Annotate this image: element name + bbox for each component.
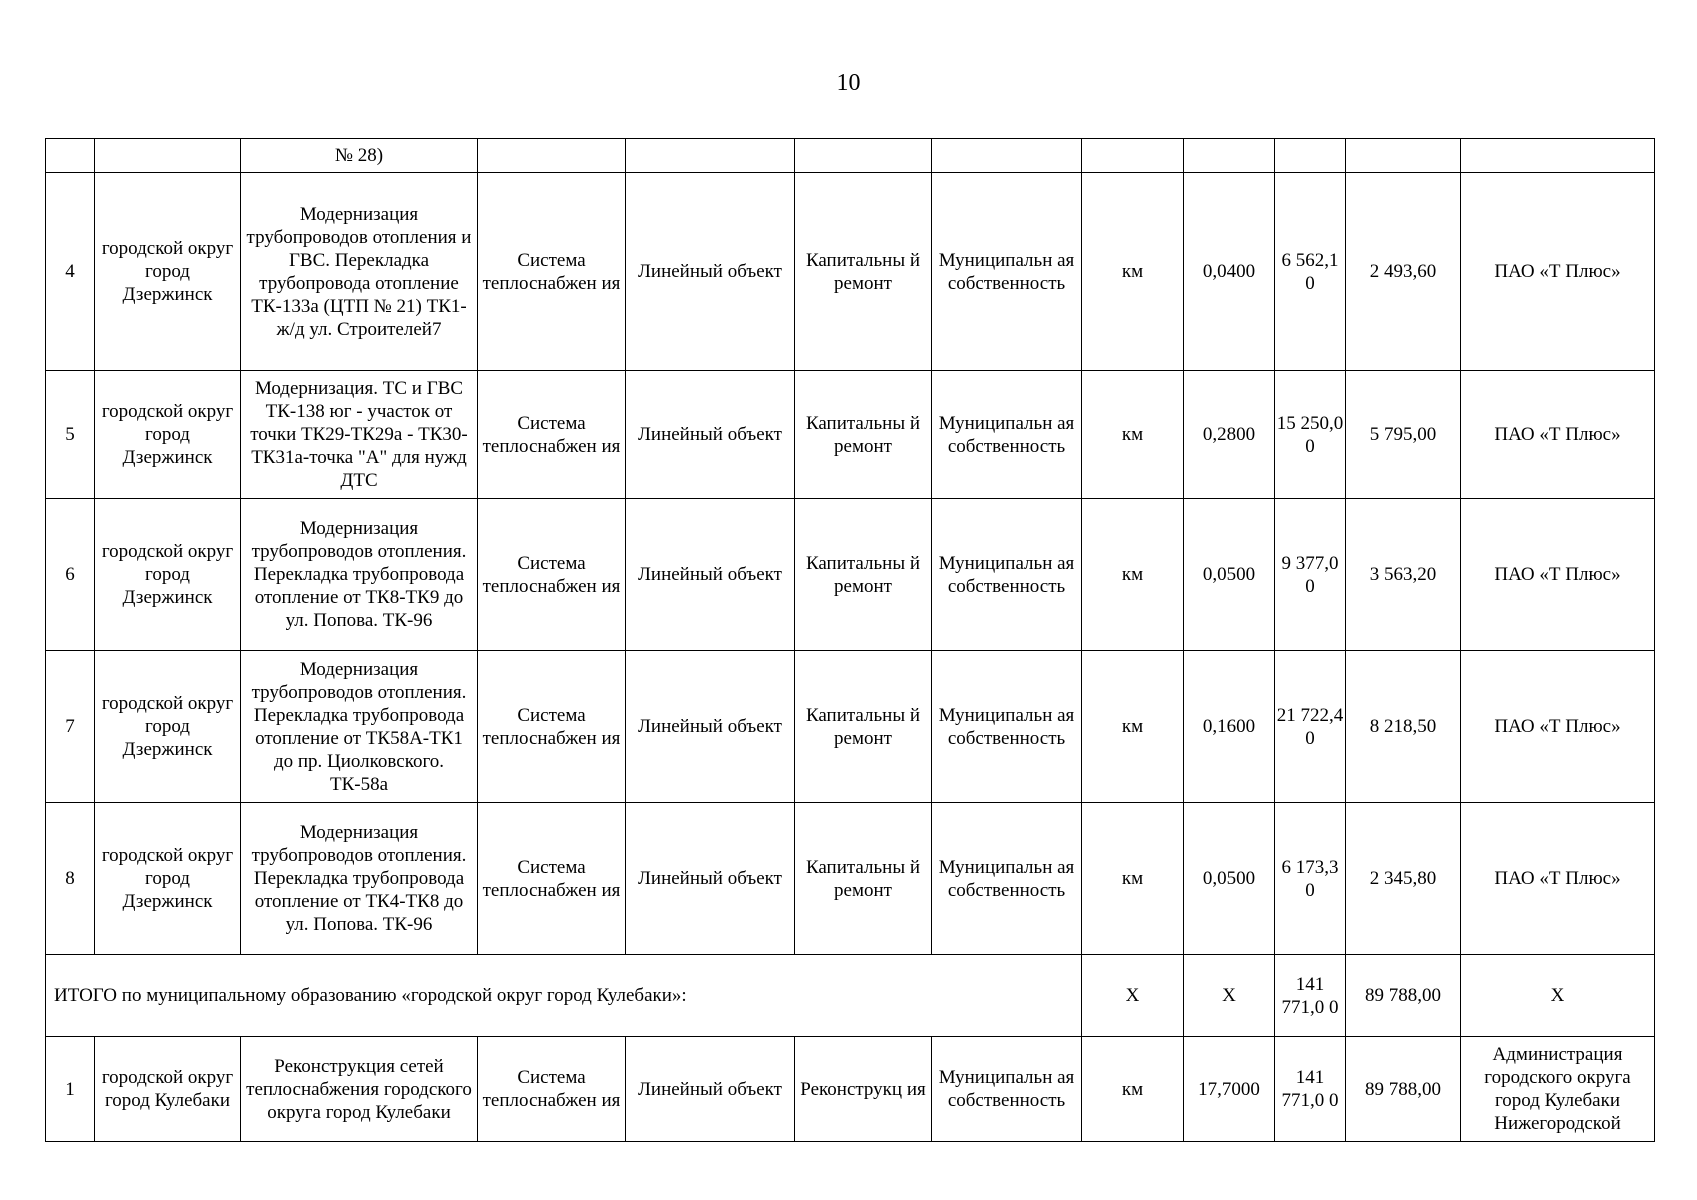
cell-name: Реконструкция сетей теплоснабжения городского округа город Кулебаки [241, 1037, 478, 1142]
cell-unit: км [1082, 1037, 1184, 1142]
cell-length: 17,7000 [1184, 1037, 1275, 1142]
cell-cost-year: 2 493,60 [1346, 173, 1461, 371]
cell-no: 6 [46, 499, 95, 651]
table-row [46, 1037, 1655, 1142]
cell-length: 0,2800 [1184, 371, 1275, 499]
total-row [46, 955, 1655, 1037]
table-row [46, 651, 1655, 803]
cell-cost-year: 5 795,00 [1346, 371, 1461, 499]
cell-unit: км [1082, 803, 1184, 955]
cell-ownership: Муниципальн ая собственность [932, 499, 1082, 651]
cell-system: Система теплоснабжен ия [478, 651, 626, 803]
cell-object-type: Линейный объект [626, 651, 795, 803]
cell-unit: км [1082, 173, 1184, 371]
cell-cost-total: 6 562,1 0 [1275, 173, 1346, 371]
cell-length: 0,0400 [1184, 173, 1275, 371]
cell-name: Модернизация трубопроводов отопления. Перекладка трубопровода отопление от ТК4-ТК8 до ул. Попова. ТК-96 [241, 803, 478, 955]
cell-system: Система теплоснабжен ия [478, 803, 626, 955]
table-row [46, 499, 1655, 651]
cell-executor: ПАО «Т Плюс» [1461, 173, 1655, 371]
cell-system: Система теплоснабжен ия [478, 499, 626, 651]
cell-name: Модернизация. ТС и ГВС ТК-138 юг - участок от точки ТК29-ТК29а - ТК30-ТК31а-точка "А" для нужд ДТС [241, 371, 478, 499]
cell-executor: Х [1461, 955, 1655, 1037]
cell-executor: ПАО «Т Плюс» [1461, 371, 1655, 499]
cell-length: 0,1600 [1184, 651, 1275, 803]
cell-length: Х [1184, 955, 1275, 1037]
cell-length: 0,0500 [1184, 803, 1275, 955]
table-row-continued [46, 139, 1655, 173]
cell-name: № 28) [241, 139, 478, 173]
cell-unit: км [1082, 371, 1184, 499]
cell-cost-total: 141 771,0 0 [1275, 1037, 1346, 1142]
cell-ownership: Муниципальн ая собственность [932, 803, 1082, 955]
cell-executor: ПАО «Т Плюс» [1461, 499, 1655, 651]
table-row [46, 371, 1655, 499]
cell-work-type: Реконструкц ия [795, 1037, 932, 1142]
cell-cost-year: 89 788,00 [1346, 1037, 1461, 1142]
cell-no: 4 [46, 173, 95, 371]
cell-executor: Администрация городского округа город Кулебаки Нижегородской [1461, 1037, 1655, 1142]
investment-table [45, 138, 1655, 1142]
cell-cost-year: 89 788,00 [1346, 955, 1461, 1037]
cell-cost-total: 6 173,3 0 [1275, 803, 1346, 955]
cell-unit: км [1082, 651, 1184, 803]
cell-no: 8 [46, 803, 95, 955]
cell-work-type: Капитальны й ремонт [795, 371, 932, 499]
cell-object-type: Линейный объект [626, 803, 795, 955]
cell-cost-total: 15 250,0 0 [1275, 371, 1346, 499]
cell-object-type: Линейный объект [626, 499, 795, 651]
cell-cost-year: 2 345,80 [1346, 803, 1461, 955]
cell-executor: ПАО «Т Плюс» [1461, 651, 1655, 803]
cell-ownership: Муниципальн ая собственность [932, 371, 1082, 499]
cell-length: 0,0500 [1184, 499, 1275, 651]
table-row [46, 803, 1655, 955]
cell-municipality: городской округ город Дзержинск [95, 371, 241, 499]
cell-ownership: Муниципальн ая собственность [932, 651, 1082, 803]
cell-cost-total: 9 377,0 0 [1275, 499, 1346, 651]
cell-unit: Х [1082, 955, 1184, 1037]
cell-cost-total: 141 771,0 0 [1275, 955, 1346, 1037]
cell-municipality: городской округ город Дзержинск [95, 173, 241, 371]
cell-ownership: Муниципальн ая собственность [932, 173, 1082, 371]
cell-no: 5 [46, 371, 95, 499]
cell-work-type: Капитальны й ремонт [795, 499, 932, 651]
cell-system: Система теплоснабжен ия [478, 371, 626, 499]
cell-no: 7 [46, 651, 95, 803]
cell-executor: ПАО «Т Плюс» [1461, 803, 1655, 955]
cell-no: 1 [46, 1037, 95, 1142]
cell-name: Модернизация трубопроводов отопления. Перекладка трубопровода отопление от ТК58А-ТК1 до пр. Циолковского. ТК-58а [241, 651, 478, 803]
cell-municipality: городской округ город Дзержинск [95, 651, 241, 803]
cell-system: Система теплоснабжен ия [478, 173, 626, 371]
cell-system: Система теплоснабжен ия [478, 1037, 626, 1142]
cell-municipality: городской округ город Дзержинск [95, 499, 241, 651]
cell-work-type: Капитальны й ремонт [795, 651, 932, 803]
cell-work-type: Капитальны й ремонт [795, 803, 932, 955]
cell-municipality: городской округ город Кулебаки [95, 1037, 241, 1142]
cell-cost-year: 8 218,50 [1346, 651, 1461, 803]
cell-unit: км [1082, 499, 1184, 651]
cell-object-type: Линейный объект [626, 371, 795, 499]
cell-cost-total: 21 722,4 0 [1275, 651, 1346, 803]
cell-object-type: Линейный объект [626, 1037, 795, 1142]
cell-work-type: Капитальны й ремонт [795, 173, 932, 371]
cell-object-type: Линейный объект [626, 173, 795, 371]
cell-name: Модернизация трубопроводов отопления и ГВС. Перекладка трубопровода отопление ТК-133а (ЦТП № 21) ТК1-ж/д ул. Строителей7 [241, 173, 478, 371]
cell-municipality: городской округ город Дзержинск [95, 803, 241, 955]
cell-name: Модернизация трубопроводов отопления. Перекладка трубопровода отопление от ТК8-ТК9 до ул. Попова. ТК-96 [241, 499, 478, 651]
cell-ownership: Муниципальн ая собственность [932, 1037, 1082, 1142]
page-number: 10 [836, 70, 861, 96]
cell-cost-year: 3 563,20 [1346, 499, 1461, 651]
table-row [46, 173, 1655, 371]
total-label: ИТОГО по муниципальному образованию «городской округ город Кулебаки»: [46, 955, 1082, 1037]
